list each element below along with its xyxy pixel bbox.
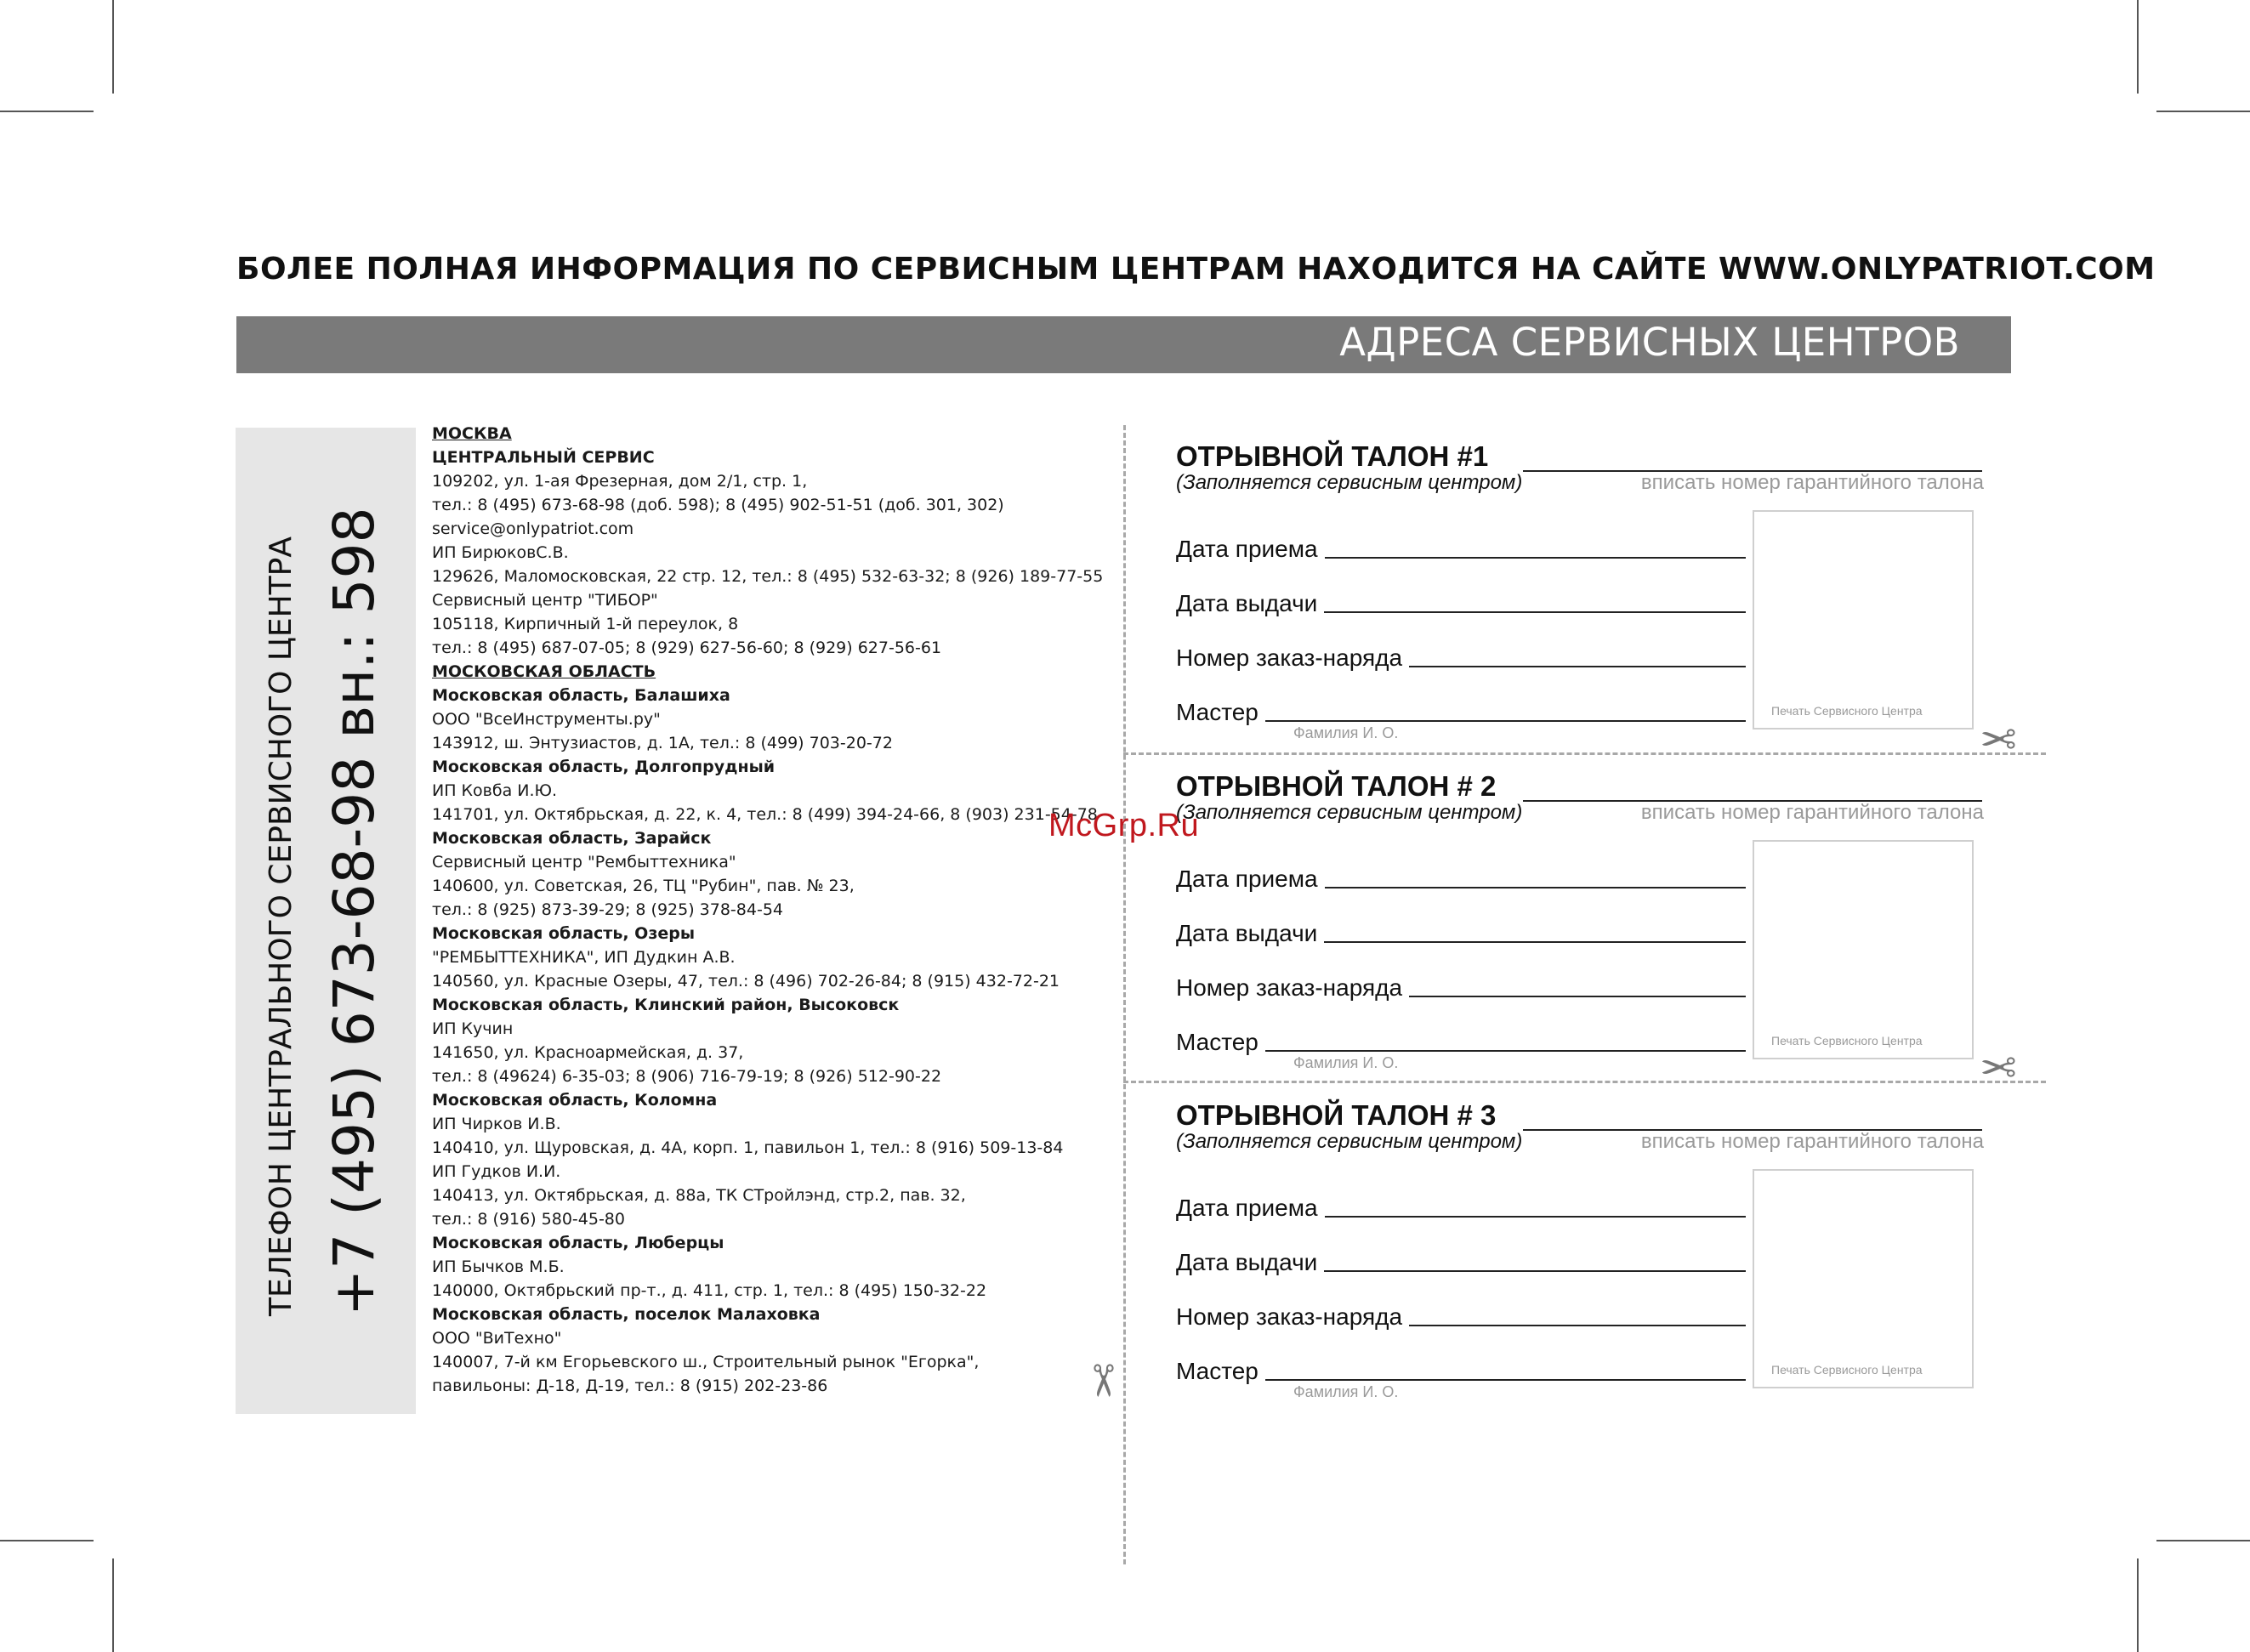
field-fill-line <box>1324 611 1746 613</box>
page-headline: БОЛЕЕ ПОЛНАЯ ИНФОРМАЦИЯ ПО СЕРВИСНЫМ ЦЕНТРАМ НАХОДИТСЯ НА САЙТЕ WWW.ONLYPATRIOT.COM <box>236 252 2156 287</box>
address-line: 140007, 7-й км Егорьевского ш., Строительный рынок "Егорка", <box>432 1353 980 1371</box>
form-field <box>1176 974 1746 1002</box>
field-label: Номер заказ-наряда <box>1176 1303 1403 1330</box>
crop-mark <box>112 0 114 94</box>
crop-mark <box>2156 1540 2250 1541</box>
warranty-number-hint: вписать номер гарантийного талона <box>1640 471 1984 494</box>
address-line: 109202, ул. 1-ая Фрезерная, дом 2/1, стр. 1, <box>432 472 808 491</box>
field-label: Дата выдачи <box>1176 1249 1318 1275</box>
region-heading: МОСКВА <box>432 424 512 443</box>
master-name-hint: Фамилия И. О. <box>1293 1054 1399 1071</box>
address-line: ИП Ковба И.Ю. <box>432 781 558 800</box>
address-line: ИП Бычков М.Б. <box>432 1257 565 1276</box>
field-label: Мастер <box>1176 1029 1259 1055</box>
crop-mark <box>2156 111 2250 112</box>
address-line: Сервисный центр "Рембыттехника" <box>432 853 736 871</box>
warranty-number-hint: вписать номер гарантийного талона <box>1640 1130 1984 1153</box>
address-line: 140600, ул. Советская, 26, ТЦ "Рубин", пав. № 23, <box>432 877 855 895</box>
coupon-subtitle: (Заполняется сервисным центром) <box>1176 1130 1523 1153</box>
coupon-title: ОТРЫВНОЙ ТАЛОН #1 <box>1176 440 1489 472</box>
coupon-subtitle: (Заполняется сервисным центром) <box>1176 471 1523 494</box>
form-field <box>1176 590 1746 617</box>
coupon-title: ОТРЫВНОЙ ТАЛОН # 3 <box>1176 1099 1497 1131</box>
address-line: павильоны: Д-18, Д-19, тел.: 8 (915) 202-23-86 <box>432 1377 828 1395</box>
phone-number: +7 (495) 673-68-98 вн.: 598 <box>321 507 387 1316</box>
field-fill-line <box>1265 1050 1746 1052</box>
form-field <box>1176 1358 1746 1385</box>
address-line: 140413, ул. Октябрьская, д. 88а, ТК СТройлэнд, стр.2, пав. 32, <box>432 1186 966 1205</box>
address-line: ИП Кучин <box>432 1019 514 1038</box>
section-title: АДРЕСА СЕРВИСНЫХ ЦЕНТРОВ <box>1339 320 1960 365</box>
master-name-hint: Фамилия И. О. <box>1293 1383 1399 1400</box>
service-center-heading: Московская область, Зарайск <box>432 829 712 848</box>
region-heading: МОСКОВСКАЯ ОБЛАСТЬ <box>432 662 656 681</box>
tear-off-coupon-2 <box>1176 770 1984 1085</box>
address-line: 140410, ул. Щуровская, д. 4А, корп. 1, павильон 1, тел.: 8 (916) 509-13-84 <box>432 1138 1064 1157</box>
address-line: 105118, Кирпичный 1-й переулок, 8 <box>432 615 739 633</box>
address-line: тел.: 8 (916) 580-45-80 <box>432 1210 625 1229</box>
scissors-icon: ✂ <box>1980 1043 2017 1094</box>
form-field <box>1176 536 1746 563</box>
field-fill-line <box>1325 557 1746 559</box>
address-line: ИП Гудков И.И. <box>432 1162 561 1181</box>
service-center-heading: Московская область, Балашиха <box>432 686 730 705</box>
coupon-subtitle: (Заполняется сервисным центром) <box>1176 801 1523 824</box>
tear-off-coupon-3 <box>1176 1099 1984 1414</box>
tear-off-coupon-1 <box>1176 440 1984 755</box>
field-fill-line <box>1325 887 1746 888</box>
watermark: McGrp.Ru <box>1048 808 1200 843</box>
address-line: тел.: 8 (49624) 6-35-03; 8 (906) 716-79-19; 8 (926) 512-90-22 <box>432 1067 942 1086</box>
form-field <box>1176 866 1746 893</box>
field-label: Номер заказ-наряда <box>1176 644 1403 671</box>
field-label: Мастер <box>1176 699 1259 725</box>
service-center-heading: Московская область, Долгопрудный <box>432 758 776 776</box>
service-center-heading: Московская область, Люберцы <box>432 1234 724 1252</box>
address-line: тел.: 8 (495) 687-07-05; 8 (929) 627-56-60; 8 (929) 627-56-61 <box>432 639 942 657</box>
field-label: Дата приема <box>1176 866 1318 892</box>
field-fill-line <box>1265 720 1746 722</box>
stamp-label: Печать Сервисного Центра <box>1771 1034 1923 1047</box>
service-center-heading: Московская область, Коломна <box>432 1091 718 1110</box>
crop-mark <box>2137 1558 2139 1652</box>
crop-mark <box>0 111 94 112</box>
section-banner <box>236 316 2011 373</box>
address-line: ИП БирюковС.В. <box>432 543 569 562</box>
field-label: Мастер <box>1176 1358 1259 1384</box>
service-center-heading: ЦЕНТРАЛЬНЫЙ СЕРВИС <box>432 448 655 467</box>
address-line: ООО "ВиТехно" <box>432 1329 562 1348</box>
form-field <box>1176 920 1746 947</box>
field-fill-line <box>1409 1325 1746 1326</box>
form-field <box>1176 1303 1746 1331</box>
field-fill-line <box>1409 666 1746 667</box>
field-fill-line <box>1265 1379 1746 1381</box>
master-name-hint: Фамилия И. О. <box>1293 724 1399 741</box>
address-line: "РЕМБЫТТЕХНИКА", ИП Дудкин А.В. <box>432 948 736 967</box>
field-label: Дата приема <box>1176 1195 1318 1221</box>
coupon-title: ОТРЫВНОЙ ТАЛОН # 2 <box>1176 770 1497 802</box>
stamp-box <box>1753 840 1974 1059</box>
field-fill-line <box>1325 1216 1746 1218</box>
form-field <box>1176 1195 1746 1222</box>
form-field <box>1176 1249 1746 1276</box>
address-line: тел.: 8 (925) 873-39-29; 8 (925) 378-84-54 <box>432 900 783 919</box>
crop-mark <box>112 1558 114 1652</box>
field-label: Дата выдачи <box>1176 920 1318 946</box>
address-line: 129626, Маломосковская, 22 стр. 12, тел.: 8 (495) 532-63-32; 8 (926) 189-77-55 <box>432 567 1104 586</box>
stamp-box <box>1753 1169 1974 1388</box>
stamp-label: Печать Сервисного Центра <box>1771 1363 1923 1377</box>
form-field <box>1176 699 1746 726</box>
field-fill-line <box>1324 1270 1746 1272</box>
address-line: тел.: 8 (495) 673-68-98 (доб. 598); 8 (495) 902-51-51 (доб. 301, 302) <box>432 496 1004 514</box>
stamp-box <box>1753 510 1974 729</box>
address-line: ИП Чирков И.В. <box>432 1115 561 1133</box>
stamp-label: Печать Сервисного Центра <box>1771 704 1923 718</box>
crop-mark <box>2137 0 2139 94</box>
address-line: 140000, Октябрьский пр-т., д. 411, стр. 1, тел.: 8 (495) 150-32-22 <box>432 1281 987 1300</box>
address-line: ООО "ВсеИнструменты.ру" <box>432 710 661 729</box>
crop-mark <box>0 1540 94 1541</box>
address-line: service@onlypatriot.com <box>432 519 634 538</box>
field-fill-line <box>1409 996 1746 997</box>
service-center-heading: Московская область, Клинский район, Высоковск <box>432 996 900 1014</box>
address-list <box>432 422 1104 1398</box>
address-line: Сервисный центр "ТИБОР" <box>432 591 658 610</box>
field-label: Дата приема <box>1176 536 1318 562</box>
warranty-number-hint: вписать номер гарантийного талона <box>1640 801 1984 824</box>
field-fill-line <box>1324 941 1746 943</box>
address-line: 140560, ул. Красные Озеры, 47, тел.: 8 (496) 702-26-84; 8 (915) 432-72-21 <box>432 972 1060 991</box>
address-line: 141701, ул. Октябрьская, д. 22, к. 4, тел.: 8 (499) 394-24-66, 8 (903) 231-54-78 <box>432 805 1098 824</box>
field-label: Дата выдачи <box>1176 590 1318 616</box>
scissors-icon: ✂ <box>1076 1362 1128 1399</box>
service-center-heading: Московская область, поселок Малаховка <box>432 1305 821 1324</box>
phone-caption: ТЕЛЕФОН ЦЕНТРАЛЬНОГО СЕРВИСНОГО ЦЕНТРА <box>264 536 298 1316</box>
address-line: 141650, ул. Красноармейская, д. 37, <box>432 1043 744 1062</box>
address-line: 143912, ш. Энтузиастов, д. 1А, тел.: 8 (499) 703-20-72 <box>432 734 893 752</box>
field-label: Номер заказ-наряда <box>1176 974 1403 1001</box>
form-field <box>1176 1029 1746 1056</box>
service-center-heading: Московская область, Озеры <box>432 924 696 943</box>
form-field <box>1176 644 1746 672</box>
scissors-icon: ✂ <box>1980 715 2017 766</box>
